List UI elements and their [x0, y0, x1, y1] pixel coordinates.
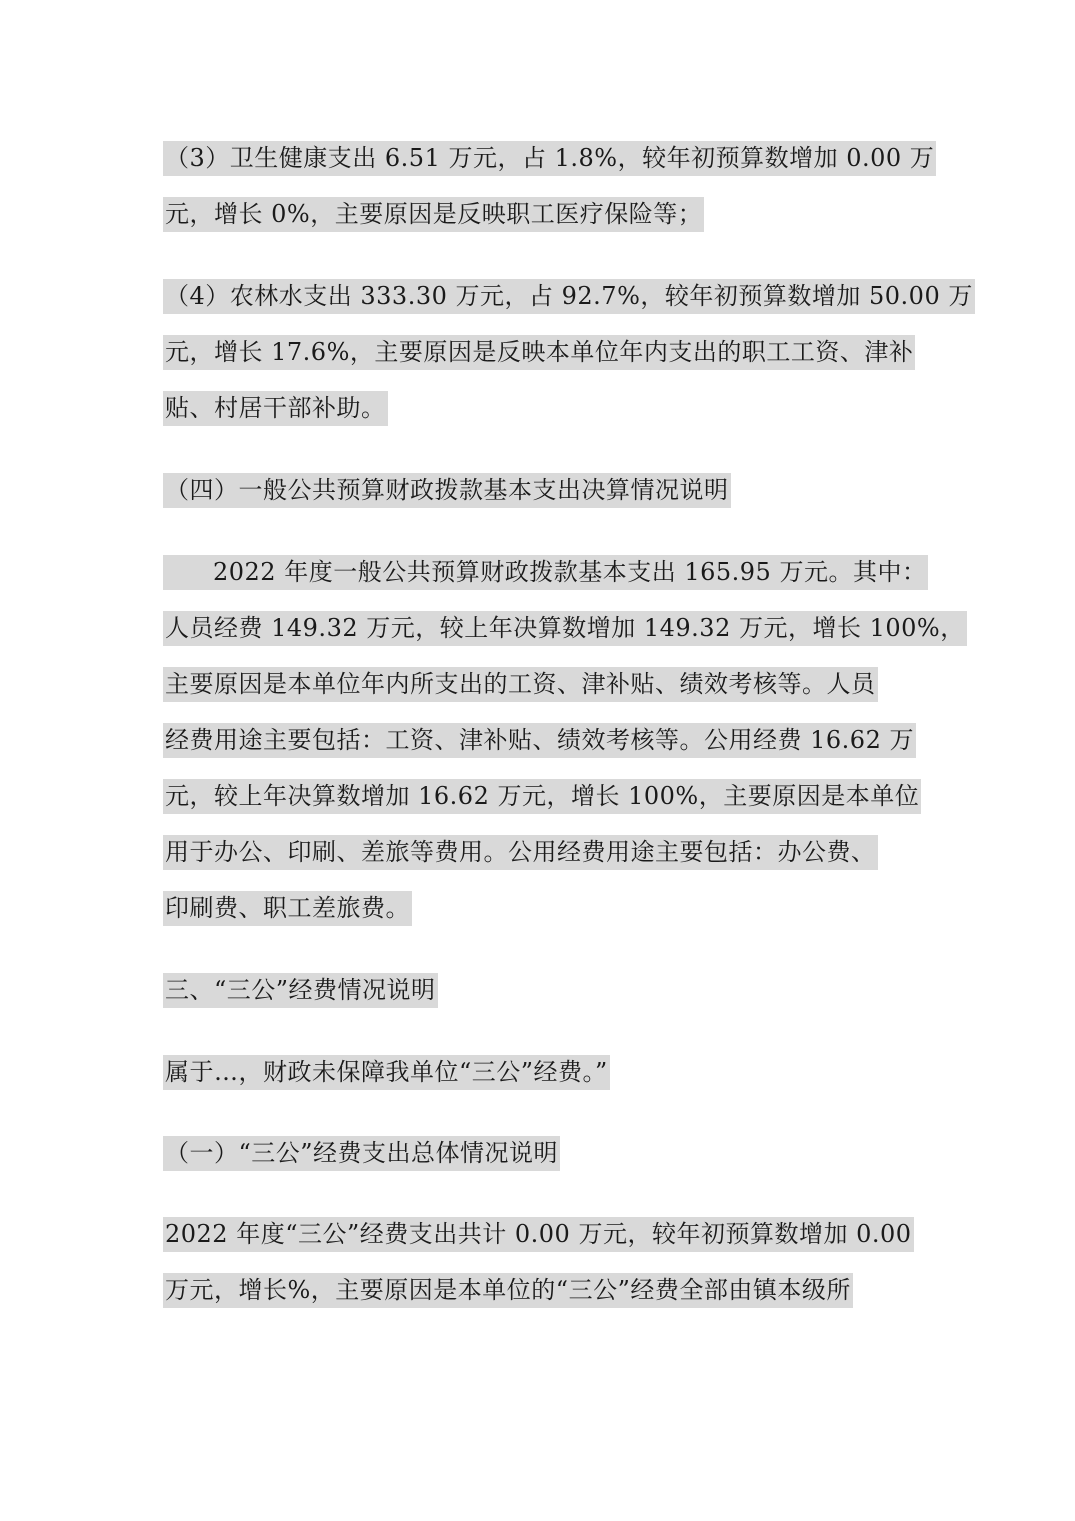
- highlighted-text: 2022 年度“三公”经费支出共计 0.00 万元，较年初预算数增加 0.00: [163, 1217, 914, 1252]
- text-line: [163, 779, 967, 814]
- paragraph-basic-expenditure: [163, 555, 967, 926]
- text-line: [163, 555, 967, 590]
- text-line: [163, 1055, 610, 1090]
- highlighted-text: 元，增长 0%，主要原因是反映职工医疗保险等；: [163, 197, 704, 232]
- section-4-heading: [163, 473, 731, 508]
- text-line: [163, 1136, 560, 1171]
- text-line: [163, 973, 438, 1008]
- highlighted-text: 元，较上年决算数增加 16.62 万元，增长 100%，主要原因是本单位: [163, 779, 921, 814]
- text-line: [163, 611, 967, 646]
- text-line: [163, 279, 975, 314]
- text-line: [163, 1217, 914, 1252]
- text-line: [163, 197, 936, 232]
- highlighted-text: 万元，增长%，主要原因是本单位的“三公”经费全部由镇本级所: [163, 1273, 853, 1308]
- paragraph-three-public-total: [163, 1217, 914, 1308]
- text-line: [163, 835, 967, 870]
- section-3-heading: [163, 973, 438, 1008]
- paragraph-three-public-note: [163, 1055, 610, 1090]
- highlighted-text: 属于…，财政未保障我单位“三公”经费。”: [163, 1055, 610, 1090]
- text-line: [163, 667, 967, 702]
- text-line: [163, 1273, 914, 1308]
- text-line: [163, 141, 936, 176]
- highlighted-text: 经费用途主要包括：工资、津补贴、绩效考核等。公用经费 16.62 万: [163, 723, 916, 758]
- heading-text: 三、“三公”经费情况说明: [163, 973, 438, 1008]
- text-line: [163, 473, 731, 508]
- text-line: [163, 891, 967, 926]
- highlighted-text: 元，增长 17.6%，主要原因是反映本单位年内支出的职工工资、津补: [163, 335, 915, 370]
- heading-text: （四）一般公共预算财政拨款基本支出决算情况说明: [163, 473, 731, 508]
- paragraph-health-expenditure: [163, 141, 936, 232]
- paragraph-agriculture-expenditure: [163, 279, 975, 426]
- highlighted-text: 人员经费 149.32 万元，较上年决算数增加 149.32 万元，增长 100%，: [163, 611, 967, 646]
- heading-text: （一）“三公”经费支出总体情况说明: [163, 1136, 560, 1171]
- text-line: [163, 391, 975, 426]
- highlighted-text: 贴、村居干部补助。: [163, 391, 388, 426]
- highlighted-text: 用于办公、印刷、差旅等费用。公用经费用途主要包括：办公费、: [163, 835, 878, 870]
- text-line: [163, 335, 975, 370]
- highlighted-text: 2022 年度一般公共预算财政拨款基本支出 165.95 万元。其中：: [163, 555, 928, 590]
- highlighted-text: 主要原因是本单位年内所支出的工资、津补贴、绩效考核等。人员: [163, 667, 878, 702]
- highlighted-text: （3）卫生健康支出 6.51 万元，占 1.8%，较年初预算数增加 0.00 万: [163, 141, 936, 176]
- text-line: [163, 723, 967, 758]
- highlighted-text: 印刷费、职工差旅费。: [163, 891, 412, 926]
- highlighted-text: （4）农林水支出 333.30 万元，占 92.7%，较年初预算数增加 50.00 万: [163, 279, 975, 314]
- section-1-heading: [163, 1136, 560, 1171]
